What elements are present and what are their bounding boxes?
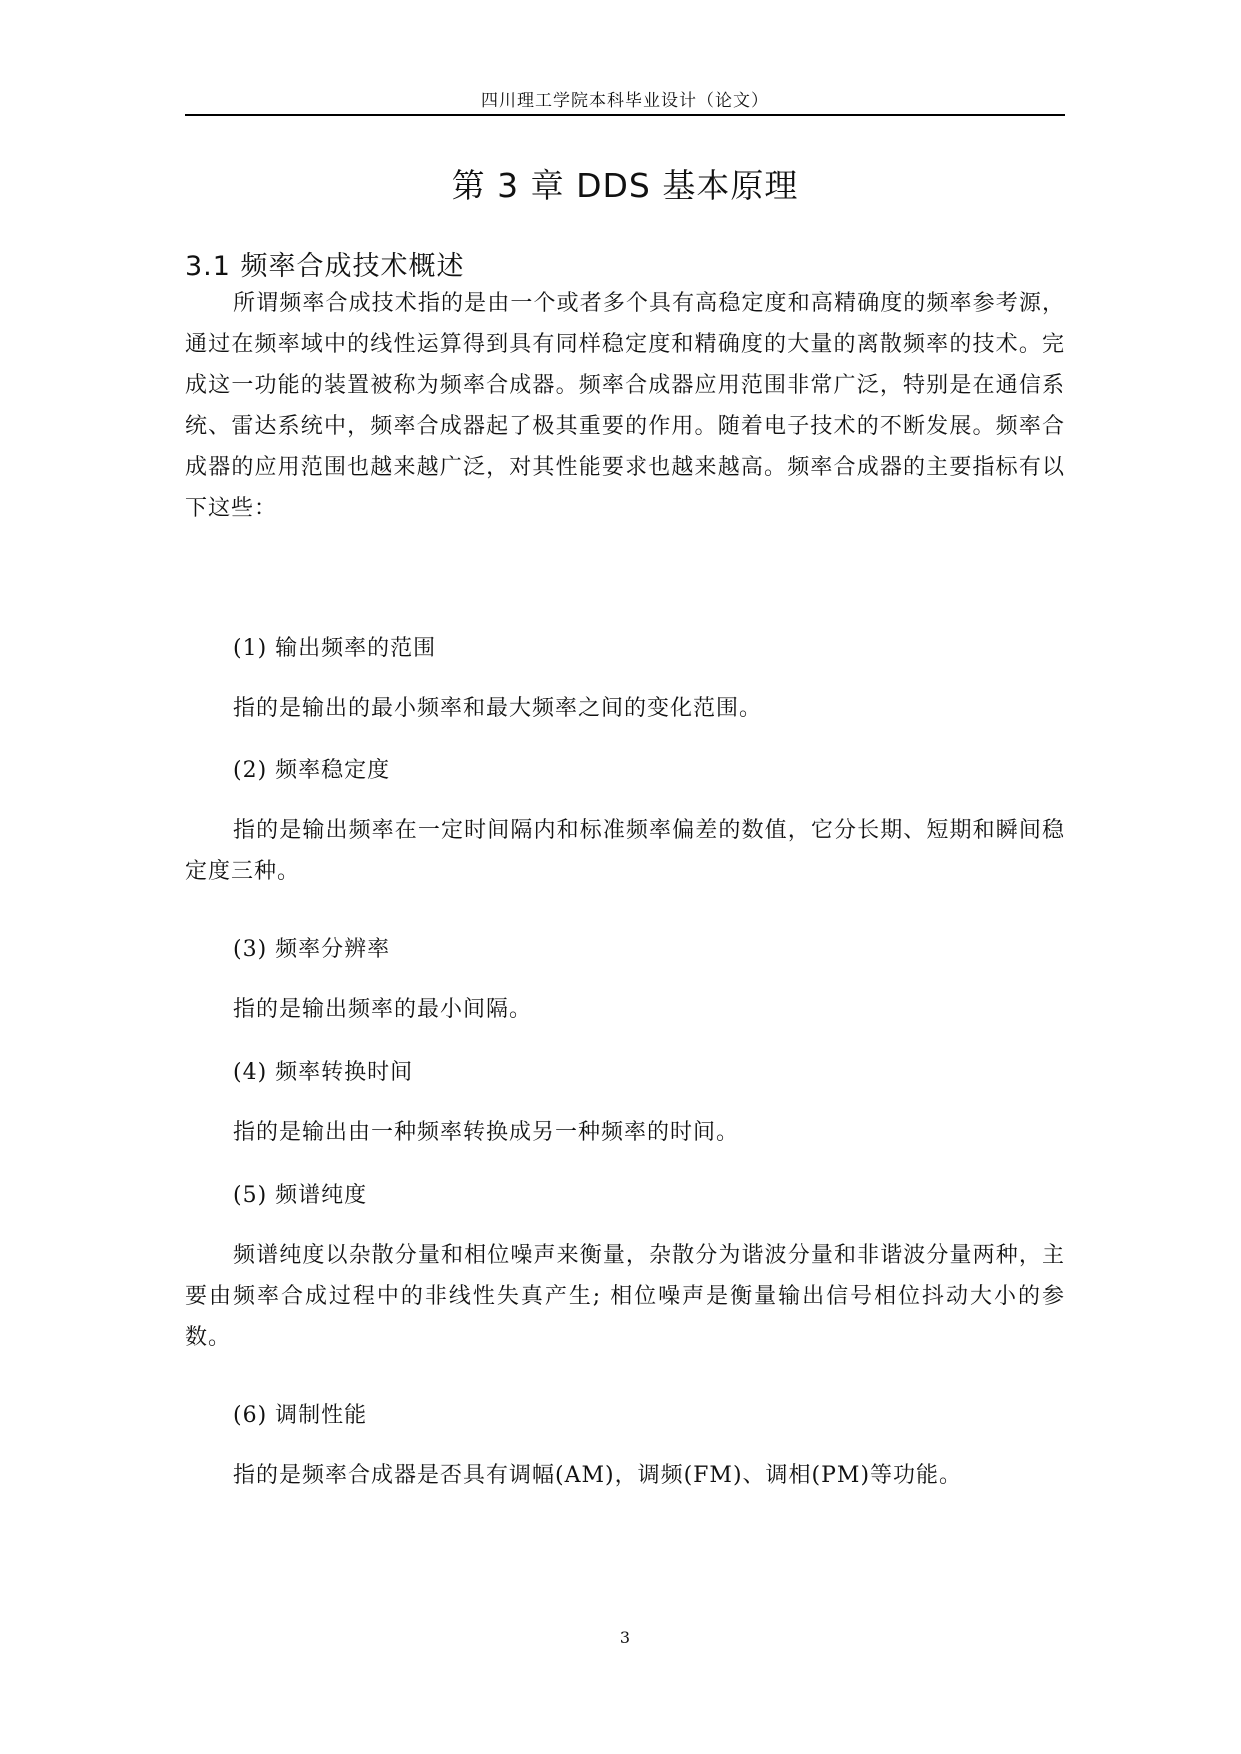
- item-description-3: 指的是输出频率的最小间隔。: [233, 997, 533, 1022]
- item-description-5: 频谱纯度以杂散分量和相位噪声来衡量，杂散分为谐波分量和非谐波分量两种，主要由频率合成过程中的非线性失真产生; 相位噪声是衡量输出信号相位抖动大小的参数。: [185, 1243, 1065, 1350]
- chapter-title: 第 3 章 DDS 基本原理: [451, 166, 799, 205]
- item-heading-1: (1) 输出频率的范围: [233, 636, 437, 661]
- item-heading-4: (4) 频率转换时间: [233, 1060, 414, 1085]
- item-description-2: 指的是输出频率在一定时间隔内和标准频率偏差的数值，它分长期、短期和瞬间稳定度三种。: [185, 818, 1065, 884]
- intro-paragraph: 所谓频率合成技术指的是由一个或者多个具有高稳定度和高精确度的频率参考源，通过在频率域中的线性运算得到具有同样稳定度和精确度的大量的离散频率的技术。完成这一功能的装置被称为频率合成器。频率合成器应用范围非常广泛，特别是在通信系统、雷达系统中，频率合成器起了极其重要的作用。随着电子技术的不断发展。频率合成器的应用范围也越来越广泛，对其性能要求也越来越高。频率合成器的主要指标有以下这些：: [185, 291, 1065, 521]
- section-title: 3.1 频率合成技术概述: [185, 251, 465, 282]
- running-header: 四川理工学院本科毕业设计（论文）: [481, 91, 769, 111]
- item-description-4: 指的是输出由一种频率转换成另一种频率的时间。: [233, 1120, 740, 1145]
- header-rule: [185, 114, 1065, 116]
- item-description-6: 指的是频率合成器是否具有调幅(AM)，调频(FM)、调相(PM)等功能。: [233, 1463, 963, 1488]
- item-heading-6: (6) 调制性能: [233, 1403, 368, 1428]
- item-heading-2: (2) 频率稳定度: [233, 758, 391, 783]
- item-heading-3: (3) 频率分辨率: [233, 937, 391, 962]
- page-number: 3: [619, 1628, 631, 1647]
- item-heading-5: (5) 频谱纯度: [233, 1183, 368, 1208]
- item-description-1: 指的是输出的最小频率和最大频率之间的变化范围。: [233, 696, 763, 721]
